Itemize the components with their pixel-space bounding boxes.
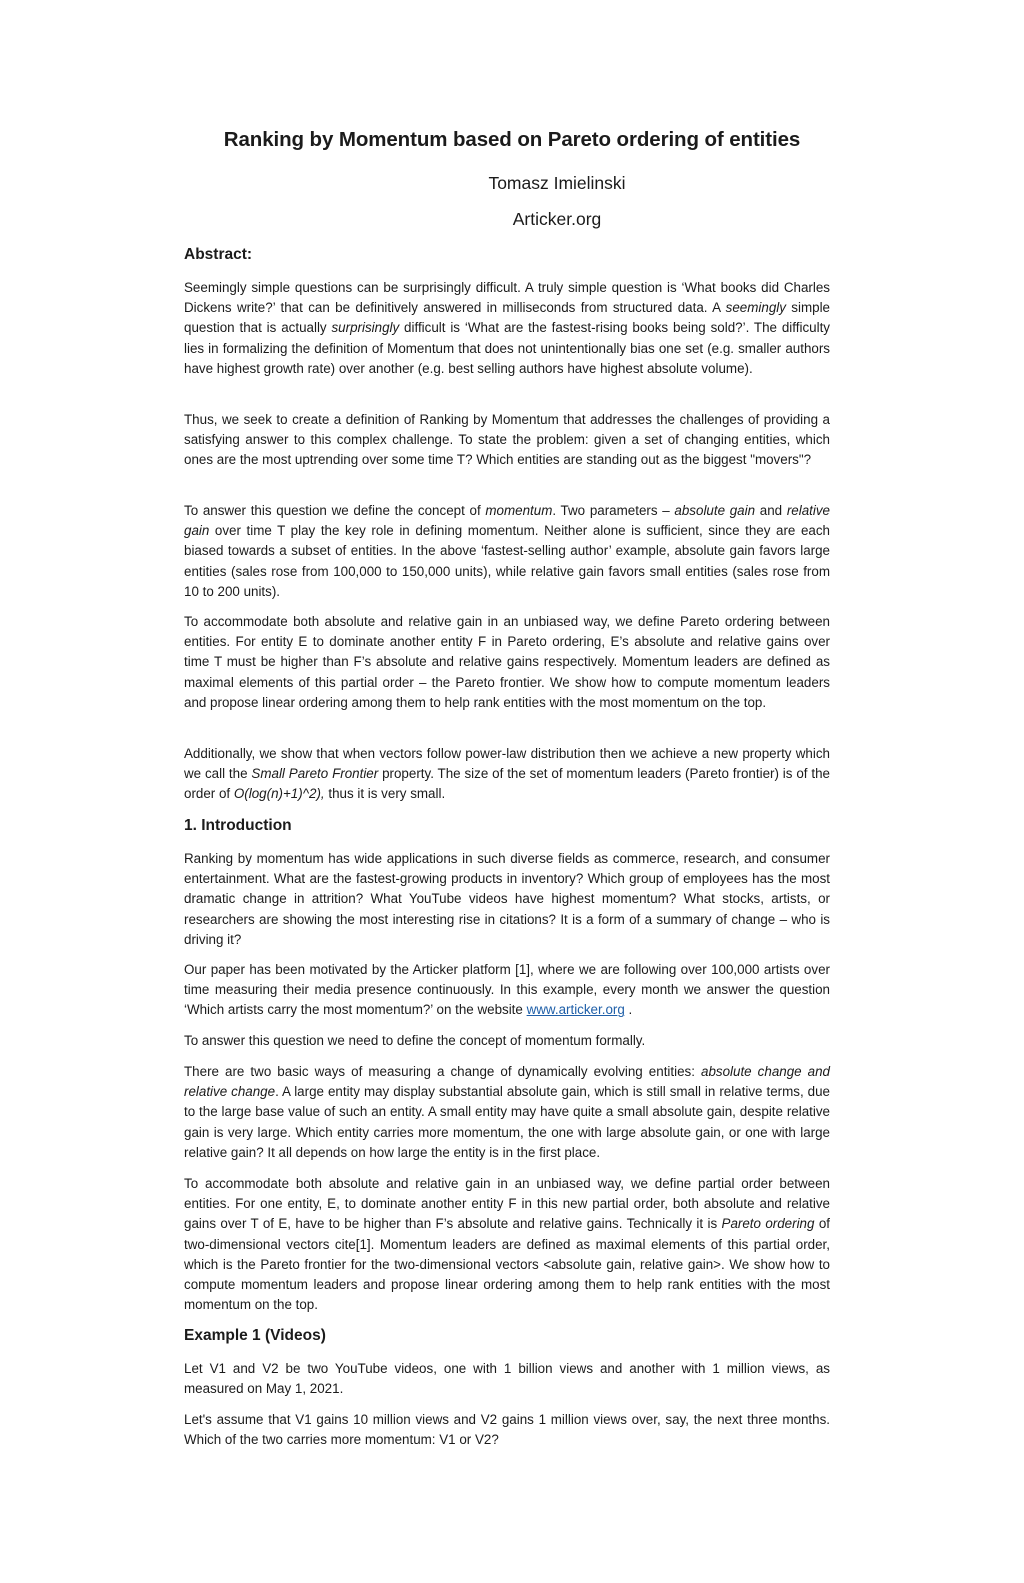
author-name: Tomasz Imielinski: [488, 173, 626, 193]
abstract-paragraph-2: Thus, we seek to create a definition of Ranking by Momentum that addresses the challenges of providing a satisfying answer to this complex challenge. To state the problem: given a set of changing entities, which ones are the most uptrending over some time T? Which entities are standing out as the biggest "movers"?: [184, 412, 830, 468]
abstract-paragraph-3: To answer this question we define the concept of momentum. Two parameters – absolute gain and relative gain over time T play the key role in defining momentum. Neither alone is sufficient, since they are each biased towards a subset of entities. In the above ‘fastest-selling author’ example, absolute gain favors large entities (sales rose from 100,000 to 150,000 units), while relative gain favors small entities (sales rose from 10 to 200 units).: [184, 503, 830, 599]
intro-paragraph-1: Ranking by momentum has wide applications in such diverse fields as commerce, research, and consumer entertainment. What are the fastest-growing products in inventory? Which group of employees has the most dramatic change in attrition? What YouTube videos have highest momentum? What stocks, artists, or researchers are showing the most interesting rise in citations? It is a form of a summary of change – who is driving it?: [184, 851, 830, 947]
abstract-heading: Abstract:: [184, 246, 253, 263]
abstract-paragraph-1: Seemingly simple questions can be surprisingly difficult. A truly simple question is ‘What books did Charles Dickens write?’ that can be definitively answered in milliseconds from structured data. A seemingly simple question that is actually surprisingly difficult is ‘What are the fastest-rising books being sold?’. The difficulty lies in formalizing the definition of Momentum that does not unintentionally bias one set (e.g. smaller authors have highest growth rate) over another (e.g. best selling authors have highest absolute volume).: [184, 280, 830, 376]
example-1-paragraph-2: Let's assume that V1 gains 10 million views and V2 gains 1 million views over, say, the next three months. Which of the two carries more momentum: V1 or V2?: [184, 1412, 830, 1448]
intro-paragraph-5: To accommodate both absolute and relative gain in an unbiased way, we define partial order between entities. For one entity, E, to dominate another entity F in this new partial order, both absolute and relative gains over T of E, have to be higher than F’s absolute and relative gains. Technically it is Pareto ordering of two-dimensional vectors cite[1]. Momentum leaders are defined as maximal elements of this partial order, which is the Pareto frontier for the two-dimensional vectors <absolute gain, relative gain>. We show how to compute momentum leaders and propose linear ordering among them to help rank entities with the most momentum on the top.: [184, 1176, 830, 1313]
articker-link[interactable]: www.articker.org: [526, 1002, 625, 1018]
intro-paragraph-3: To answer this question we need to define the concept of momentum formally.: [184, 1033, 646, 1048]
example-1-paragraph-1: Let V1 and V2 be two YouTube videos, one with 1 billion views and another with 1 million views, as measured on May 1, 2021.: [184, 1361, 830, 1397]
affiliation: Articker.org: [512, 209, 602, 229]
introduction-heading: 1. Introduction: [184, 817, 292, 834]
example-1-heading: Example 1 (Videos): [184, 1327, 326, 1344]
abstract-paragraph-4: To accommodate both absolute and relative gain in an unbiased way, we define Pareto ordering between entities. For entity E to dominate another entity F in Pareto ordering, E’s absolute and relative gains over time T must be higher than F’s absolute and relative gains respectively. Momentum leaders are defined as maximal elements of this partial order – the Pareto frontier. We show how to compute momentum leaders and propose linear ordering among them to help rank entities with the most momentum on the top.: [184, 614, 830, 710]
paper-title: Ranking by Momentum based on Pareto ordering of entities: [223, 128, 801, 151]
intro-paragraph-2: Our paper has been motivated by the Articker platform [1], where we are following over 100,000 artists over time measuring their media presence continuously. In this example, every month we answer the question ‘Which artists carry the most momentum?’ on the website www.articker.org .: [184, 962, 830, 1018]
intro-paragraph-4: There are two basic ways of measuring a change of dynamically evolving entities: absolute change and relative change. A large entity may display substantial absolute gain, which is still small in relative terms, due to the large base value of such an entity. A small entity may have quite a small absolute gain, despite relative gain is very large. Which entity carries more momentum, the one with large absolute gain, or one with large relative gain? It all depends on how large the entity is in the first place.: [184, 1064, 830, 1160]
abstract-paragraph-5: Additionally, we show that when vectors follow power-law distribution then we achieve a new property which we call the Small Pareto Frontier property. The size of the set of momentum leaders (Pareto frontier) is of the order of O(log(n)+1)^2), thus it is very small.: [184, 746, 830, 802]
